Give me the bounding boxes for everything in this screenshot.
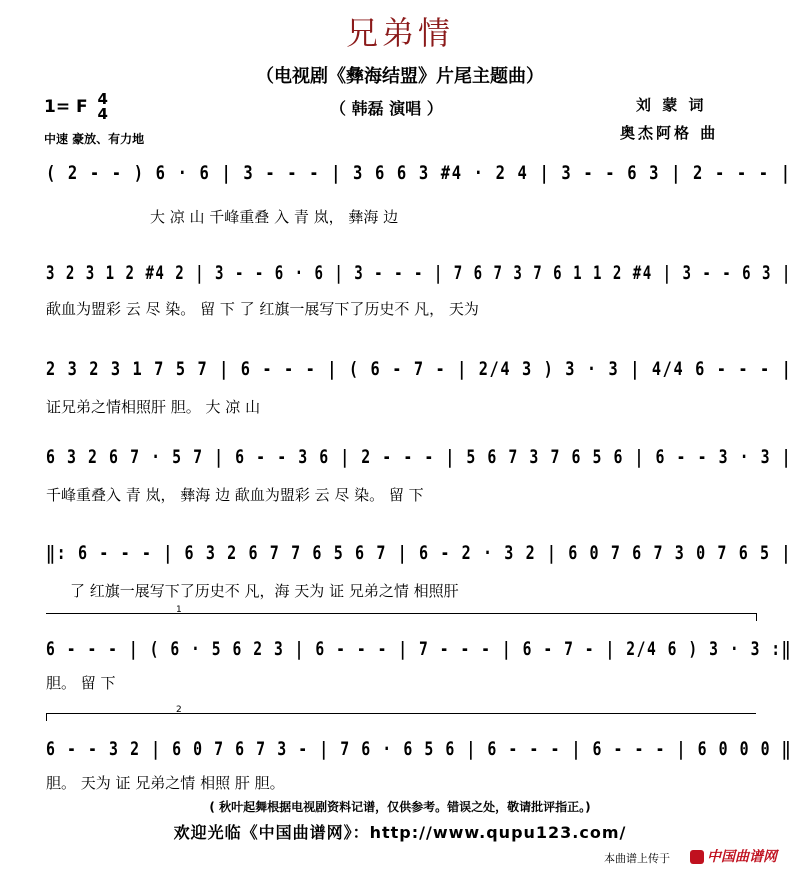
logo-icon [690, 850, 704, 864]
volta-1-number: 1 [176, 605, 182, 615]
logo-text: 中国曲谱网 [707, 849, 777, 865]
score-line-2-lyrics: 歃血为盟彩 云 尽 染。 留 下 了 红旗一展写下了历史不 凡， 天为 [46, 300, 479, 318]
score-line-3-lyrics: 证兄弟之情相照肝 胆。 大 凉 山 [46, 398, 261, 416]
time-top: 4 [97, 90, 108, 108]
time-signature [98, 92, 108, 122]
key-label: 1= F [44, 97, 88, 117]
score-line-1-notes: ( 2 - - ) 6 · 6 | 3 - - - | 3 6 6 3 #4 · 2 4 | 3 - - 6 3 | 2 - - - | [46, 162, 792, 184]
score-line-1-lyrics: 大 凉 山 千峰重叠 入 青 岚， 彝海 边 [150, 208, 399, 226]
welcome-link-text[interactable]: 欢迎光临《中国曲谱网》：http://www.qupu123.com/ [173, 823, 627, 842]
score-line-2-notes: 3 2 3 1 2 #4 2 | 3 - - 6 · 6 | 3 - - - | 7 6 7 3 7 6 1 1 2 #4 | 3 - - 6 3 | [46, 262, 792, 284]
volta-2-number: 2 [176, 705, 182, 715]
score-line-3-notes: 2 3 2 3 1 7 5 7 | 6 - - - | ( 6 - 7 - | 2/4 3 ) 3 · 3 | 4/4 6 - - - | [46, 358, 793, 380]
upload-label: 本曲谱上传于 [604, 852, 670, 865]
volta-1-tick [756, 613, 757, 621]
singer-credit: （ 韩磊 演唱 ） [330, 99, 443, 118]
volta-2-line [46, 713, 756, 714]
composer-credit: 奥杰阿格 曲 [620, 124, 719, 142]
score-line-6-lyrics: 胆。 留 下 [46, 674, 116, 692]
song-title: 兄弟情 [345, 14, 454, 52]
transcription-note: ( 秋叶起舞根据电视剧资料记谱，仅供参考。错误之处，敬请批评指正。) [209, 800, 591, 814]
volta-2-tick [46, 713, 47, 721]
score-line-4-notes: 6 3 2 6 7 · 5 7 | 6 - - 3 6 | 2 - - - | 5 6 7 3 7 6 5 6 | 6 - - 3 · 3 | [46, 446, 793, 468]
score-line-7-notes: 6 - - 3 2 | 6 0 7 6 7 3 - | 7 6 · 6 5 6 | 6 - - - | 6 - - - | 6 0 0 0 ‖ [46, 738, 793, 760]
score-line-5-lyrics: 了 红旗一展写下了历史不 凡，海 天为 证 兄弟之情 相照肝 [70, 582, 459, 600]
site-logo [690, 846, 777, 866]
volta-1-line [46, 613, 756, 614]
score-line-7-lyrics: 胆。 天为 证 兄弟之情 相照 肝 胆。 [46, 774, 285, 792]
song-subtitle: （电视剧《彝海结盟》片尾主题曲） [256, 66, 544, 87]
score-line-4-lyrics: 千峰重叠入 青 岚， 彝海 边 歃血为盟彩 云 尽 染。 留 下 [46, 486, 424, 504]
lyricist-credit: 刘 蒙 词 [636, 96, 707, 114]
key-signature [44, 92, 108, 122]
score-line-6-notes: 6 - - - | ( 6 · 5 6 2 3 | 6 - - - | 7 - - - | 6 - 7 - | 2/4 6 ) 3 · 3 :‖ [46, 638, 793, 660]
score-line-5-notes: ‖: 6 - - - | 6 3 2 6 7 7 6 5 6 7 | 6 - 2 · 3 2 | 6 0 7 6 7 3 0 7 6 5 | [46, 542, 793, 564]
tempo-marking: 中速 豪放、有力地 [44, 132, 145, 146]
time-bottom: 4 [97, 105, 108, 123]
